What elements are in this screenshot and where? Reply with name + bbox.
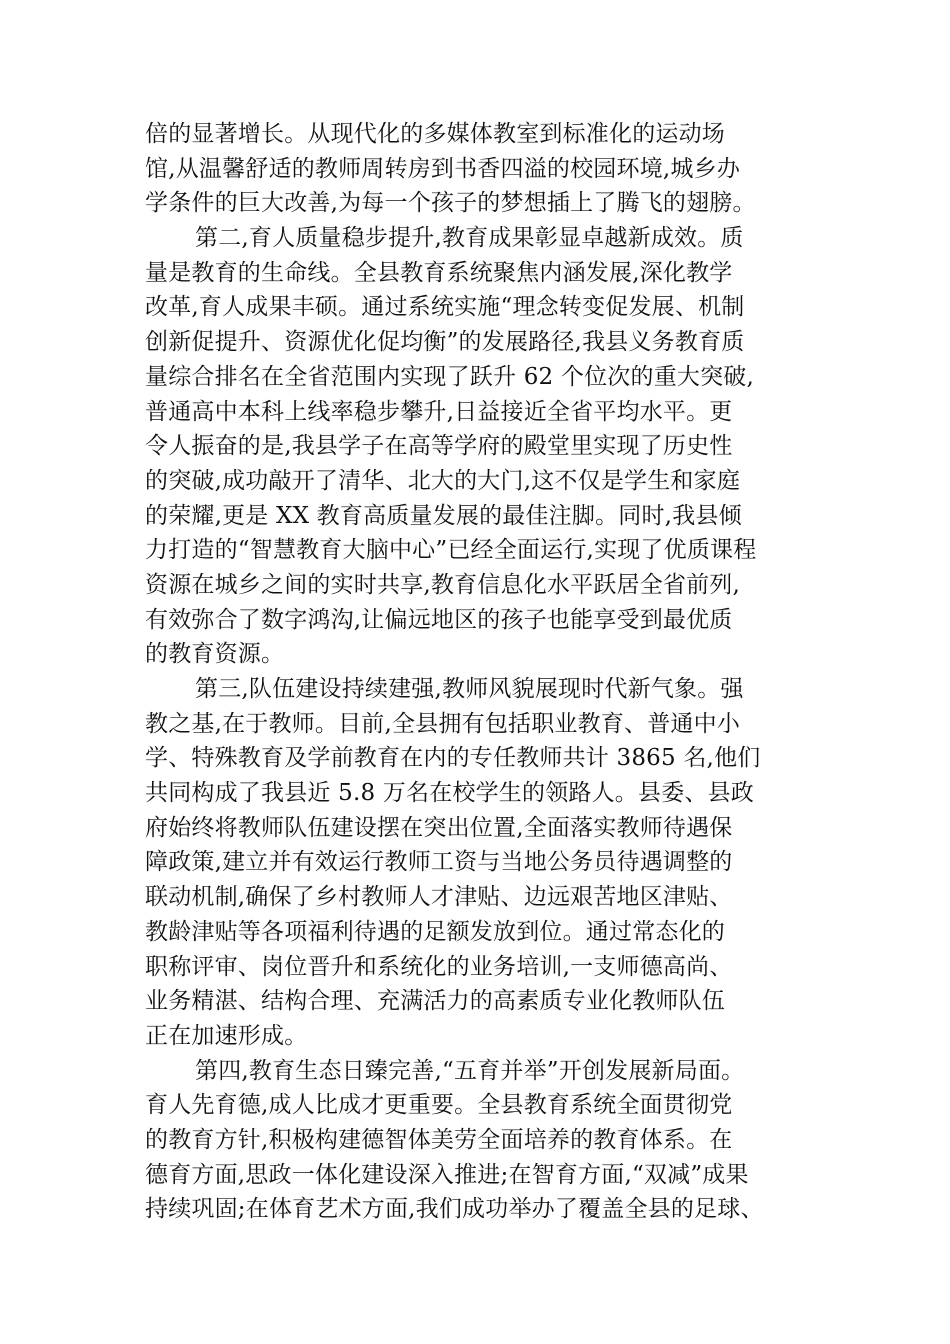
- text-line: 府始终将教师队伍建设摆在突出位置,全面落实教师待遇保: [145, 814, 733, 841]
- text-line: 创新促提升、资源优化促均衡”的发展路径,我县义务教育质: [145, 329, 745, 356]
- text-line: 教之基,在于教师。目前,全县拥有包括职业教育、普通中小: [145, 710, 741, 737]
- text-line: 馆,从温馨舒适的教师周转房到书香四溢的校园环境,城乡办: [145, 155, 741, 182]
- paragraph-start-line: 第三,队伍建设持续建强,教师风貌展现时代新气象。强: [195, 676, 744, 702]
- text-line: 普通高中本科上线率稳步攀升,日益接近全省平均水平。更: [145, 398, 733, 425]
- text-line: 的教育资源。: [145, 641, 285, 668]
- text-line: 资源在城乡之间的实时共享,教育信息化水平跃居全省前列,: [145, 571, 741, 598]
- text-line: 倍的显著增长。从现代化的多媒体教室到标准化的运动场: [145, 121, 725, 147]
- text-line: 教龄津贴等各项福利待遇的足额发放到位。通过常态化的: [145, 918, 725, 945]
- text-line: 量是教育的生命线。全县教育系统聚焦内涵发展,深化教学: [145, 259, 733, 286]
- text-line: 的突破,成功敲开了清华、北大的大门,这不仅是学生和家庭: [145, 467, 741, 494]
- text-line: 德育方面,思政一体化建设深入推进;在智育方面,“双减”成果: [145, 1161, 749, 1188]
- text-line: 令人振奋的是,我县学子在高等学府的殿堂里实现了历史性: [145, 433, 733, 460]
- text-line: 正在加速形成。: [145, 1022, 308, 1049]
- text-line: 量综合排名在全省范围内实现了跃升 62 个位次的重大突破,: [145, 363, 754, 390]
- text-line: 的荣耀,更是 XX 教育高质量发展的最佳注脚。同时,我县倾: [145, 502, 742, 529]
- text-line: 障政策,建立并有效运行教师工资与当地公务员待遇调整的: [145, 849, 733, 876]
- text-line: 力打造的“智慧教育大脑中心”已经全面运行,实现了优质课程: [145, 537, 757, 564]
- text-line: 持续巩固;在体育艺术方面,我们成功举办了覆盖全县的足球、: [145, 1196, 764, 1223]
- text-line: 业务精湛、结构合理、充满活力的高素质专业化教师队伍: [145, 988, 725, 1015]
- text-line: 联动机制,确保了乡村教师人才津贴、边远艰苦地区津贴、: [145, 884, 733, 911]
- text-line: 有效弥合了数字鸿沟,让偏远地区的孩子也能享受到最优质: [145, 606, 733, 633]
- text-line: 育人先育德,成人比成才更重要。全县教育系统全面贯彻党: [145, 1092, 733, 1119]
- text-line: 的教育方针,积极构建德智体美劳全面培养的教育体系。在: [145, 1126, 733, 1153]
- text-line: 学条件的巨大改善,为每一个孩子的梦想插上了腾飞的翅膀。: [145, 190, 756, 217]
- document-body: [145, 117, 845, 1227]
- paragraph-start-line: 第二,育人质量稳步提升,教育成果彰显卓越新成效。质: [195, 225, 744, 252]
- text-line: 学、特殊教育及学前教育在内的专任教师共计 3865 名,他们: [145, 745, 761, 772]
- text-line: 改革,育人成果丰硕。通过系统实施“理念转变促发展、机制: [145, 294, 745, 321]
- paragraph-start-line: 第四,教育生态日臻完善,“五育并举”开创发展新局面。: [195, 1057, 745, 1084]
- text-line: 职称评审、岗位晋升和系统化的业务培训,一支师德高尚、: [145, 953, 733, 980]
- text-line: 共同构成了我县近 5.8 万名在校学生的领路人。县委、县政: [145, 780, 754, 807]
